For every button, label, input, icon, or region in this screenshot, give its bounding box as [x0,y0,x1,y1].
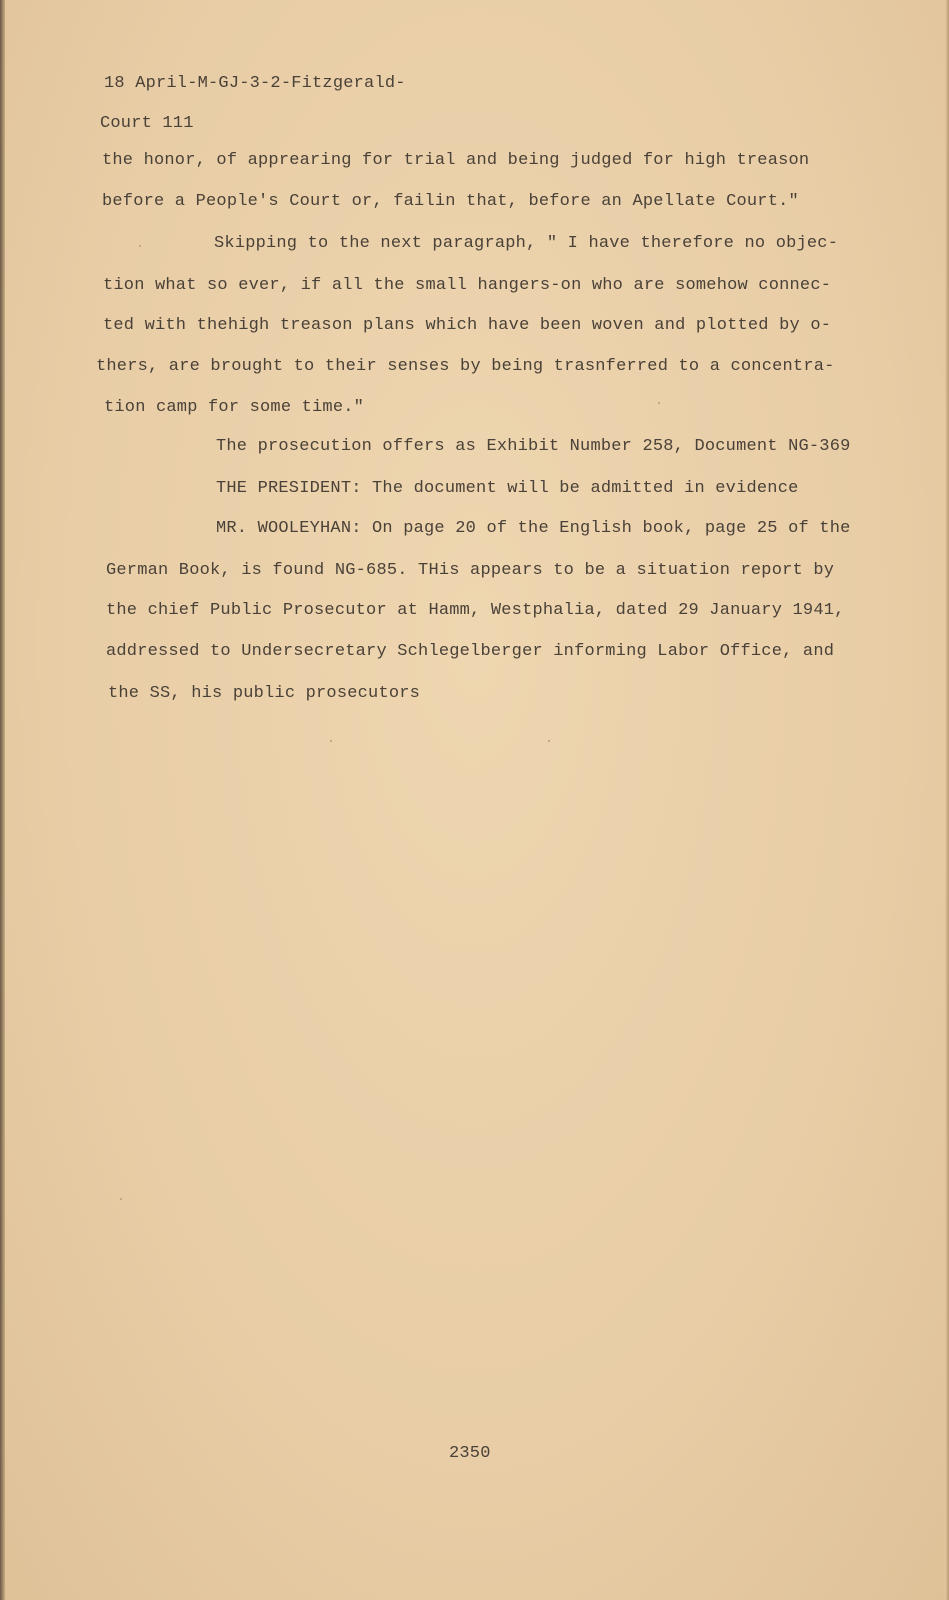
body-line: The prosecution offers as Exhibit Number 258, Document NG-369 [216,437,851,456]
body-line: THE PRESIDENT: The document will be admitted in evidence [216,479,799,498]
body-line: the chief Public Prosecutor at Hamm, Westphalia, dated 29 January 1941, [106,601,845,620]
body-line: Skipping to the next paragraph, " I have therefore no objec- [214,234,839,253]
page-edge-left [0,0,5,1600]
body-line: MR. WOOLEYHAN: On page 20 of the English book, page 25 of the [216,519,851,538]
body-line: addressed to Undersecretary Schlegelberger informing Labor Office, and [106,642,835,661]
page-number: 2350 [449,1444,491,1463]
paper-speck [120,1198,122,1200]
body-line: the honor, of apprearing for trial and being judged for high treason [102,151,810,170]
header-line-1: 18 April-M-GJ-3-2-Fitzgerald- [104,74,406,93]
body-line: ted with thehigh treason plans which have been woven and plotted by o- [103,316,832,335]
paper-speck [139,245,141,247]
paper-speck [548,740,550,742]
body-line: thers, are brought to their senses by being trasnferred to a concentra- [96,357,835,376]
body-line: before a People's Court or, failin that, before an Apellate Court." [102,192,799,211]
page-edge-right [945,0,949,1600]
header-line-2: Court 111 [100,114,194,133]
paper-speck [658,402,660,404]
body-line: tion camp for some time." [104,398,365,417]
body-line: German Book, is found NG-685. THis appears to be a situation report by [106,561,835,580]
body-line: tion what so ever, if all the small hangers-on who are somehow connec- [103,276,832,295]
body-line: the SS, his public prosecutors [108,684,421,703]
paper-speck [330,740,332,742]
